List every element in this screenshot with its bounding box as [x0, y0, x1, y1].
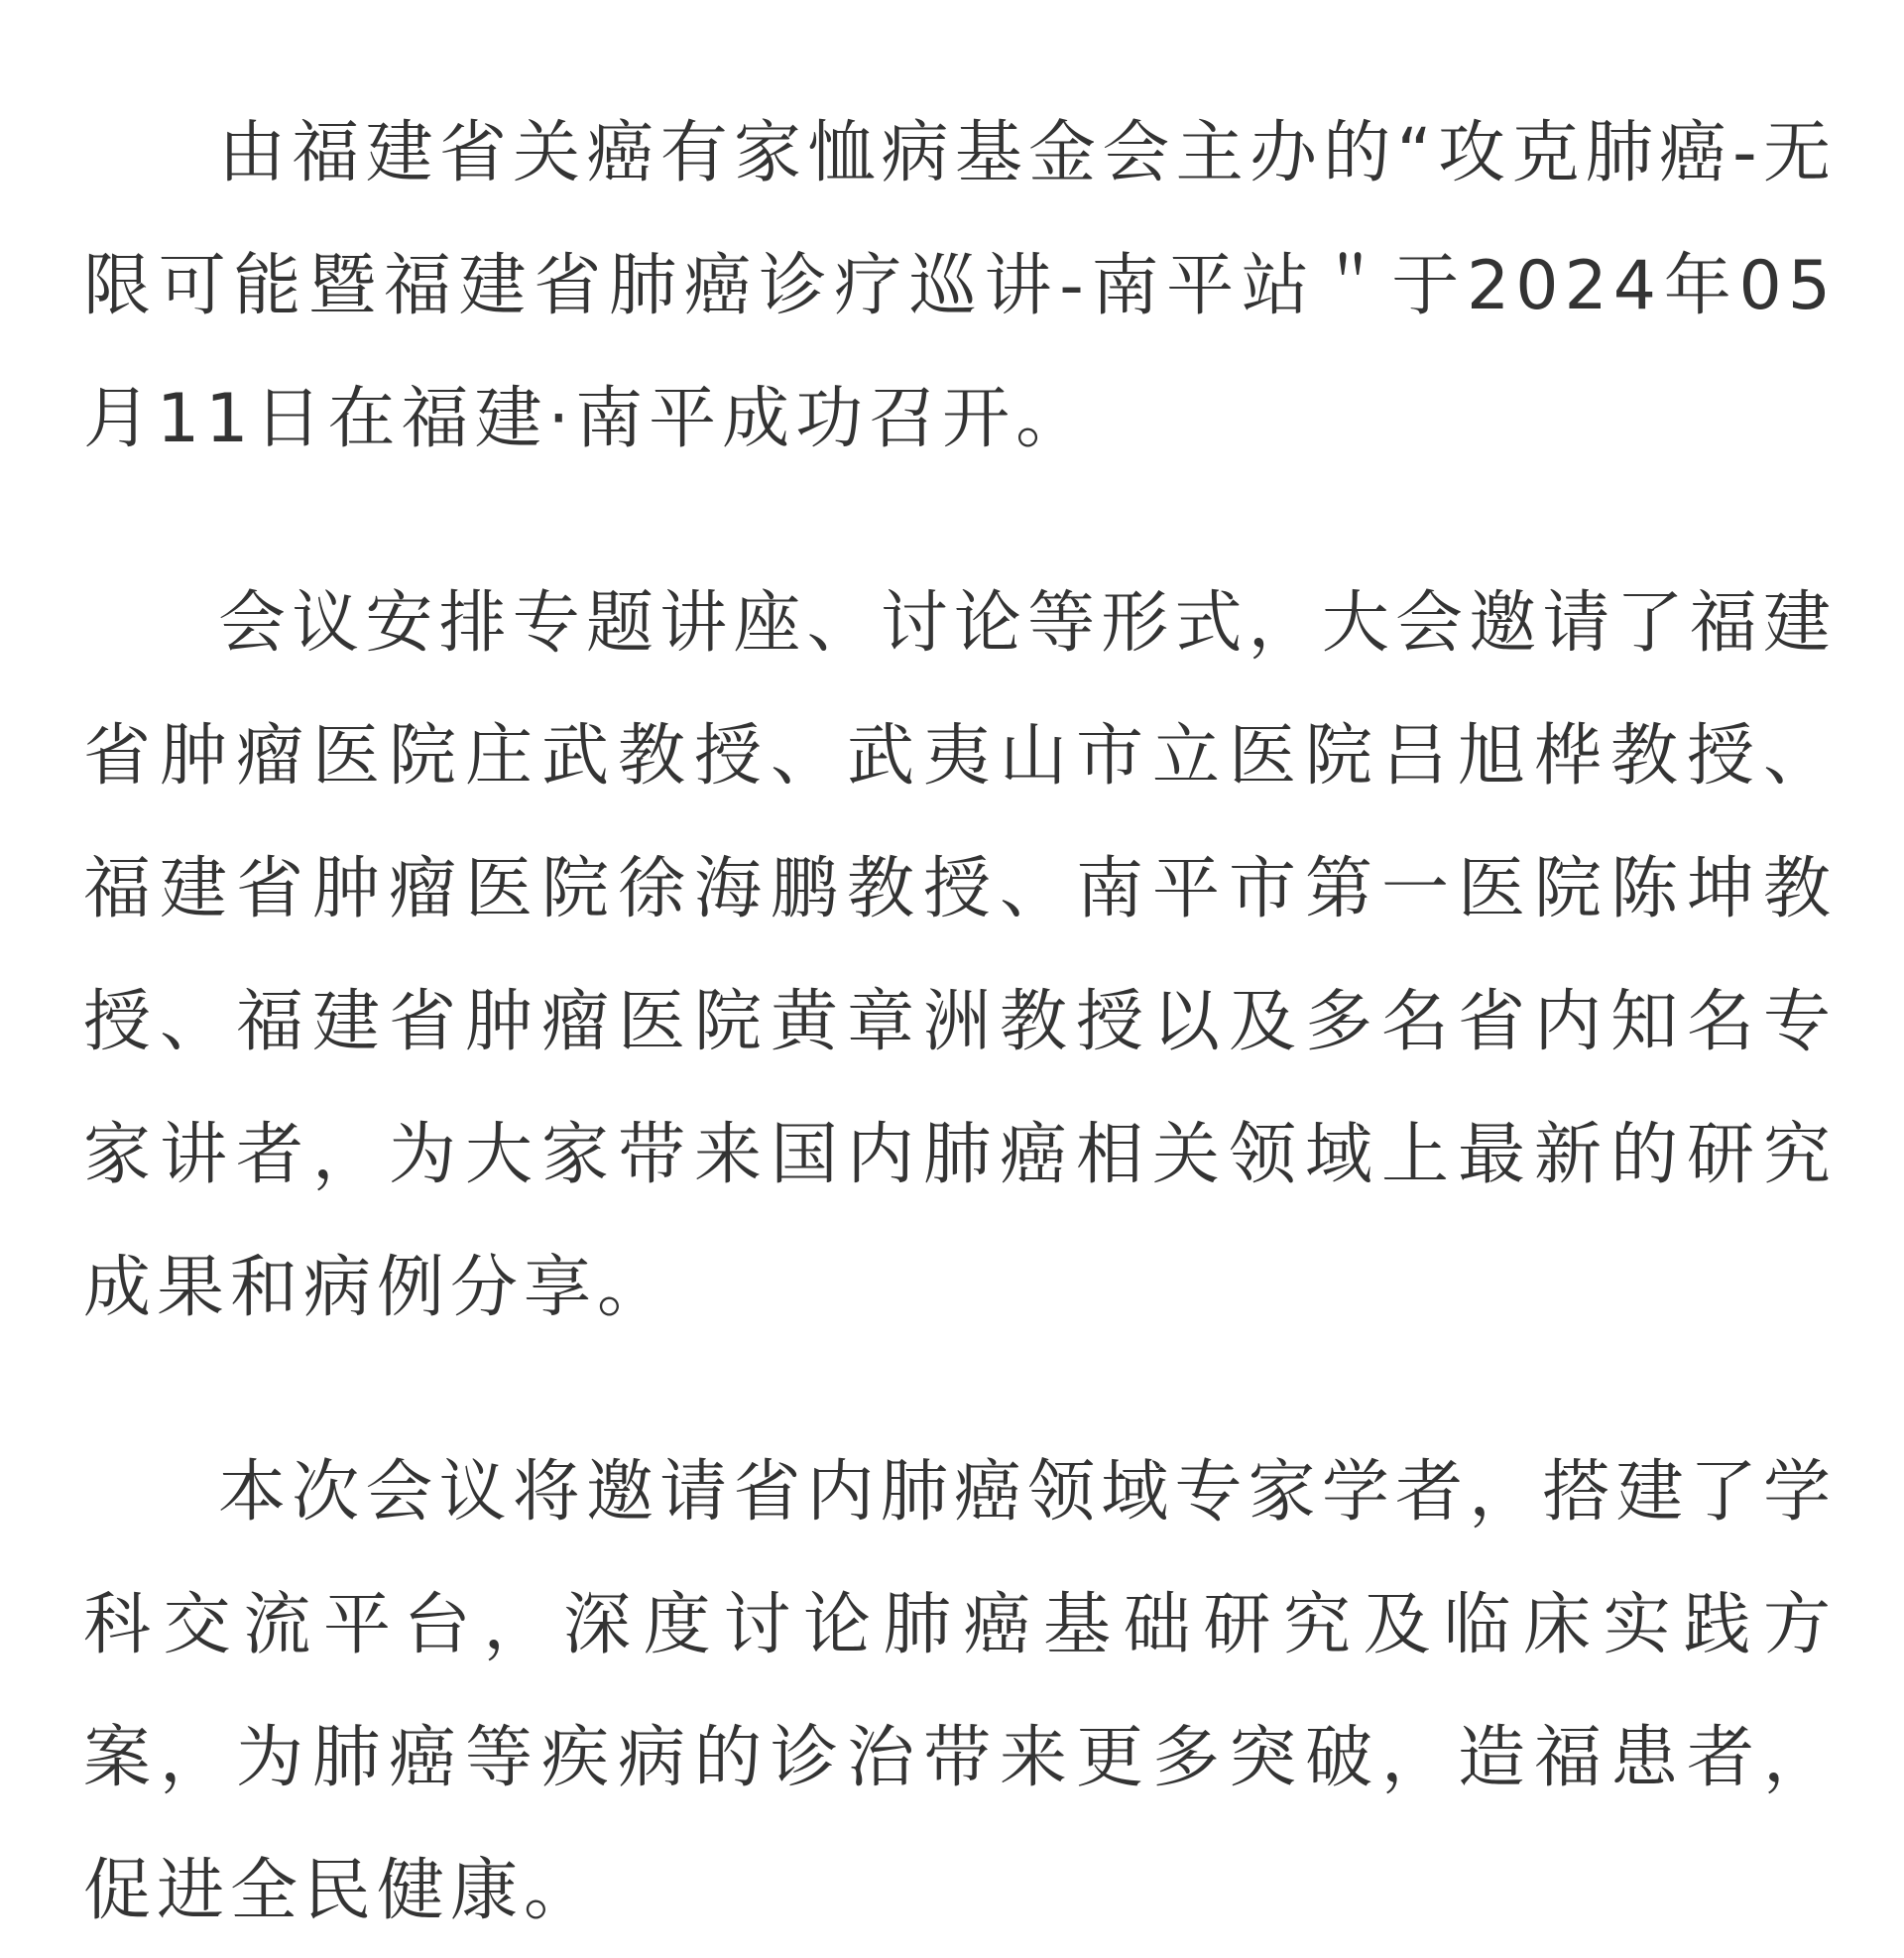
- paragraph-event-intro: 由福建省关癌有家恤病基金会主办的“攻克肺癌-无限可能暨福建省肺癌诊疗巡讲-南平站＂于2024年05月11日在福建·南平成功召开。: [83, 114, 1837, 458]
- article-body: [83, 87, 1837, 1958]
- paragraph-meeting-goal: 本次会议将邀请省内肺癌领域专家学者，搭建了学科交流平台，深度讨论肺癌基础研究及临床实践方案，为肺癌等疾病的诊治带来更多突破，造福患者，促进全民健康。: [83, 1453, 1837, 1930]
- paragraph-speakers: 会议安排专题讲座、讨论等形式，大会邀请了福建省肿瘤医院庄武教授、武夷山市立医院吕旭桦教授、福建省肿瘤医院徐海鹏教授、南平市第一医院陈坤教授、福建省肿瘤医院黄章洲教授以及多名省内知名专家讲者，为大家带来国内肺癌相关领域上最新的研究成果和病例分享。: [83, 584, 1837, 1327]
